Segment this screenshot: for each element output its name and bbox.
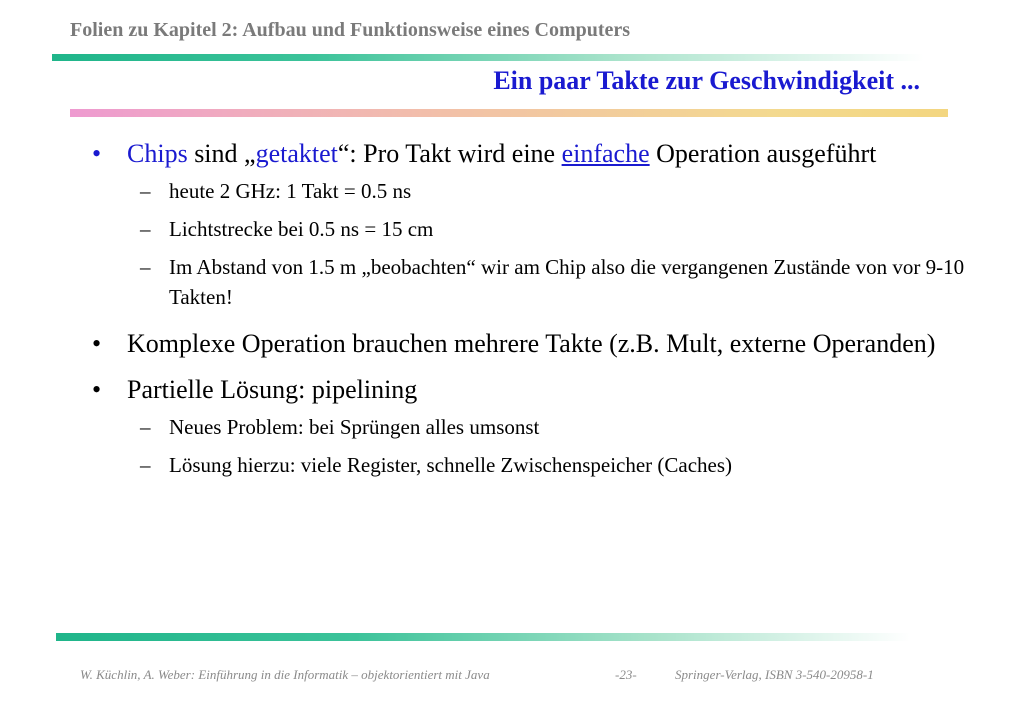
sub-bullet-text: Lösung hierzu: viele Register, schnelle Zwischenspeicher (Caches) — [169, 453, 733, 477]
dash-marker: – — [140, 179, 151, 203]
bullet-list — [92, 136, 972, 488]
sub-bullet-spruenge — [92, 412, 972, 442]
bullet-chips — [92, 136, 972, 172]
footer-divider — [56, 633, 910, 641]
sub-bullet-abstand — [92, 252, 972, 312]
sub-bullet-text: Im Abstand von 1.5 m „beobachten“ wir am Chip also die vergangenen Zustände von vor 9-10 Takten! — [169, 255, 965, 309]
page-number: -23- — [615, 667, 637, 682]
footer-publisher: Springer-Verlag, ISBN 3-540-20958-1 — [675, 667, 874, 682]
title-divider — [70, 109, 948, 117]
bullet-pipelining — [92, 372, 972, 408]
sub-bullet-text: heute 2 GHz: 1 Takt = 0.5 ns — [169, 179, 412, 203]
term-chips: Chips — [127, 139, 188, 168]
bullet-text: Komplexe Operation brauchen mehrere Takte (z.B. Mult, externe Operanden) — [127, 329, 936, 358]
term-getaktet: getaktet — [255, 139, 338, 168]
dash-marker: – — [140, 453, 151, 477]
bullet-komplexe — [92, 326, 972, 362]
dash-marker: – — [140, 415, 151, 439]
chapter-header: Folien zu Kapitel 2: Aufbau und Funktionsweise eines Computers — [70, 19, 631, 41]
header-divider — [52, 54, 924, 61]
dash-marker: – — [140, 217, 151, 241]
sub-bullet-caches — [92, 450, 972, 480]
bullet-text: Partielle Lösung: pipelining — [127, 375, 418, 404]
slide-title: Ein paar Takte zur Geschwindigkeit ... — [493, 66, 920, 95]
bullet-text: sind „ — [187, 139, 256, 168]
sub-bullet-text: Lichtstrecke bei 0.5 ns = 15 cm — [169, 217, 434, 241]
footer — [80, 667, 874, 683]
bullet-text: Operation ausgeführt — [649, 139, 877, 168]
bullet-dot: • — [92, 375, 102, 404]
bullet-dot: • — [92, 139, 102, 168]
dash-marker: – — [140, 255, 151, 279]
sub-bullet-ghz — [92, 176, 972, 206]
bullet-dot: • — [92, 329, 102, 358]
footer-authors: W. Küchlin, A. Weber: Einführung in die Informatik – objektorientiert mit Java — [80, 667, 490, 682]
sub-bullet-lichtstrecke — [92, 214, 972, 244]
bullet-text: “: Pro Takt wird eine — [337, 139, 562, 168]
sub-bullet-text: Neues Problem: bei Sprüngen alles umsonst — [169, 415, 540, 439]
link-einfache[interactable]: einfache — [561, 139, 650, 168]
